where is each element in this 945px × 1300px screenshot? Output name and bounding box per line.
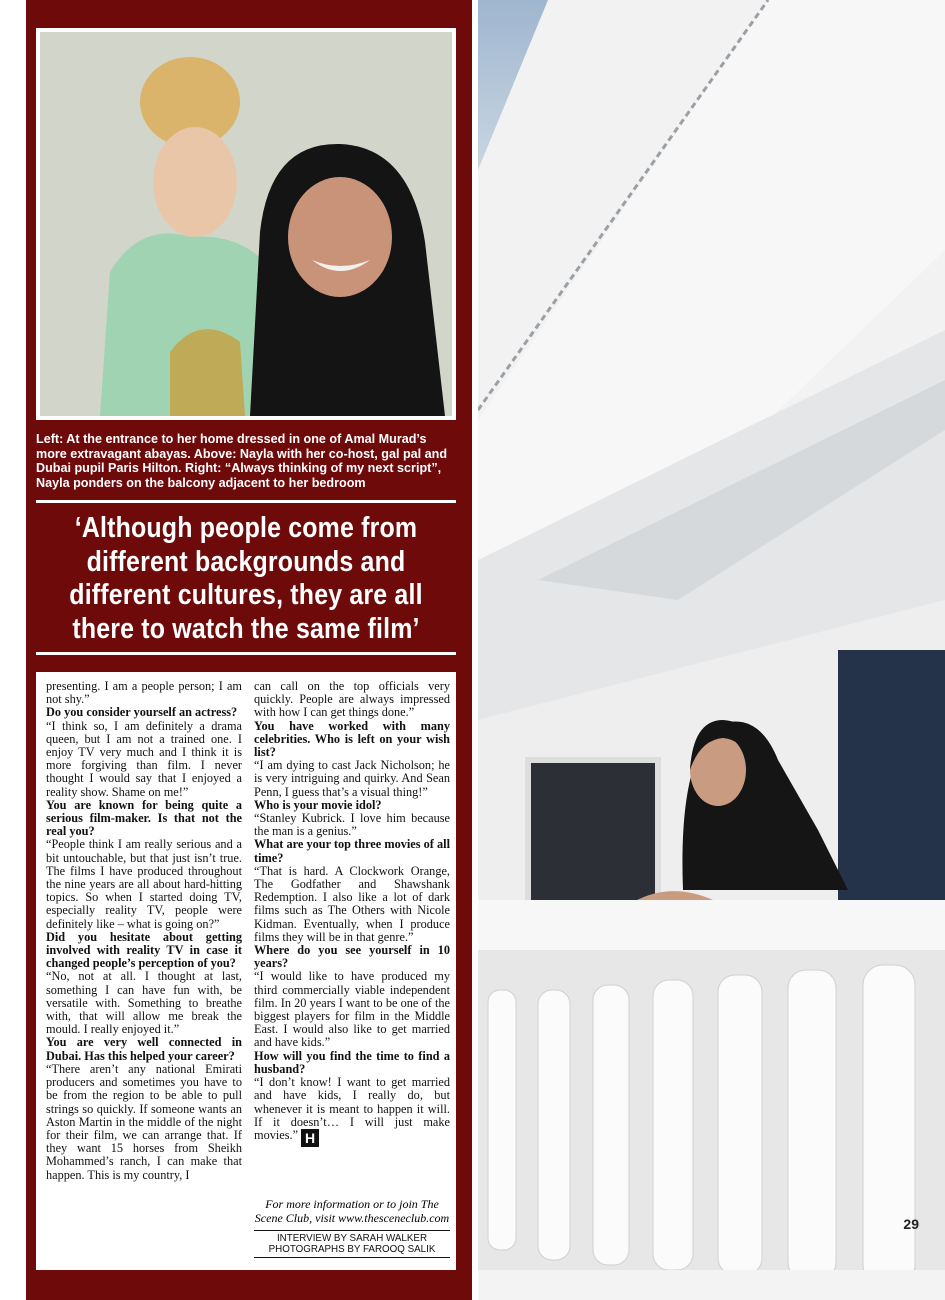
interview-answer: “Stanley Kubrick. I love him because the man is a genius.” — [254, 811, 450, 839]
interview-question: Where do you see yourself in 10 years? — [254, 943, 450, 971]
photo-balcony — [478, 0, 945, 1300]
interview-credit: INTERVIEW BY SARAH WALKER — [276, 1233, 428, 1244]
interview-question: You have worked with many celebrities. Who is left on your wish list? — [254, 718, 450, 760]
interview-question: What are your top three movies of all time? — [254, 837, 450, 865]
article-column-1 — [46, 680, 242, 1182]
interview-answer: “I am dying to cast Jack Nicholson; he is very intriguing and quirky. And Sean Penn, I guess that’s a visual thing!” — [254, 758, 450, 799]
more-info-text: For more information or to join The Scene Club, visit www.thesceneclub.com — [254, 1197, 450, 1225]
interview-answer: “No, not at all. I thought at last, something I can have fun with, be versatile with. Something to breathe with, that will allow me break the mould. I really enjoyed it.” — [46, 969, 242, 1037]
interview-question: How will you find the time to find a husband? — [254, 1048, 450, 1076]
interview-question: You are very well connected in Dubai. Has this helped your career? — [46, 1035, 242, 1063]
article-text-box — [36, 672, 456, 1270]
interview-question: Do you consider yourself an actress? — [46, 705, 238, 720]
interview-answer: “People think I am really serious and a bit untouchable, but that just isn’t true. The films I have produced throughout the nine years are all about hard-hitting topics. So when I started doing TV, especially reality TV, people were definitely like – what is going on?” — [46, 837, 242, 931]
pull-quote: ‘Although people come from different backgrounds and different cultures, they are all there to watch the same film’ — [69, 512, 423, 645]
interview-answer: presenting. I am a people person; I am not shy.” — [46, 679, 242, 707]
interview-answer: “That is hard. A Clockwork Orange, The Godfather and Shawshank Redemption. I also like a lot of dark films such as The Others with Nicole Kidman. Eventually, when I produce films they will be in that genre.” — [254, 863, 450, 944]
photo-credit: PHOTOGRAPHS BY FAROOQ SALIK — [268, 1244, 436, 1255]
article-column-2 — [254, 680, 450, 1147]
interview-answer: “I think so, I am definitely a drama queen, but I am not a trained one. I enjoy TV very much and I think it is more forgiving than film. I never thought I would say that I enjoyed a reality show. Shame on me!” — [46, 718, 242, 799]
end-mark-icon: H — [301, 1129, 319, 1147]
bottom-rule — [36, 652, 456, 655]
photo-image — [40, 32, 452, 416]
interview-question: Did you hesitate about getting involved with reality TV in case it changed people’s perception of you? — [46, 929, 242, 971]
interview-answer: can call on the top officials very quickly. People are always impressed with how I can get things done.” — [254, 679, 450, 720]
interview-answer: “I don’t know! I want to get married and have kids, I really do, but whenever it is meant to happen it will. If it doesn’t… I will just make movies.” H — [254, 1075, 450, 1146]
interview-question: You are known for being quite a serious film-maker. Is that not the real you? — [46, 797, 242, 839]
top-rule — [36, 500, 456, 503]
page-number: 29 — [903, 1216, 919, 1232]
photo-caption: Left: At the entrance to her home dressed in one of Amal Murad’s more extravagant abayas. Above: Nayla with her co-host, gal pal and Dubai pupil Paris Hilton. Right: “Always thinking of my next script”, Nayla ponders on the balcony adjacent to her bedroom — [36, 432, 448, 490]
interview-question: Who is your movie idol? — [254, 797, 382, 812]
interview-answer: “I would like to have produced my third commercially viable independent film. In 20 years I want to be one of the biggest players for film in the Middle East. I would also like to get married and have kids.” — [254, 969, 450, 1050]
photo-paris-hilton-nayla — [36, 28, 456, 420]
interview-answer: “There aren’t any national Emirati producers and sometimes you have to be from the region to be able to pull strings so quickly. If someone wants an Aston Martin in the middle of the night for their film, we can arrange that. If they want 15 horses from Sheikh Mohammed’s ranch, I can make that happen. This is my country, I — [46, 1061, 242, 1182]
credits — [254, 1230, 450, 1258]
